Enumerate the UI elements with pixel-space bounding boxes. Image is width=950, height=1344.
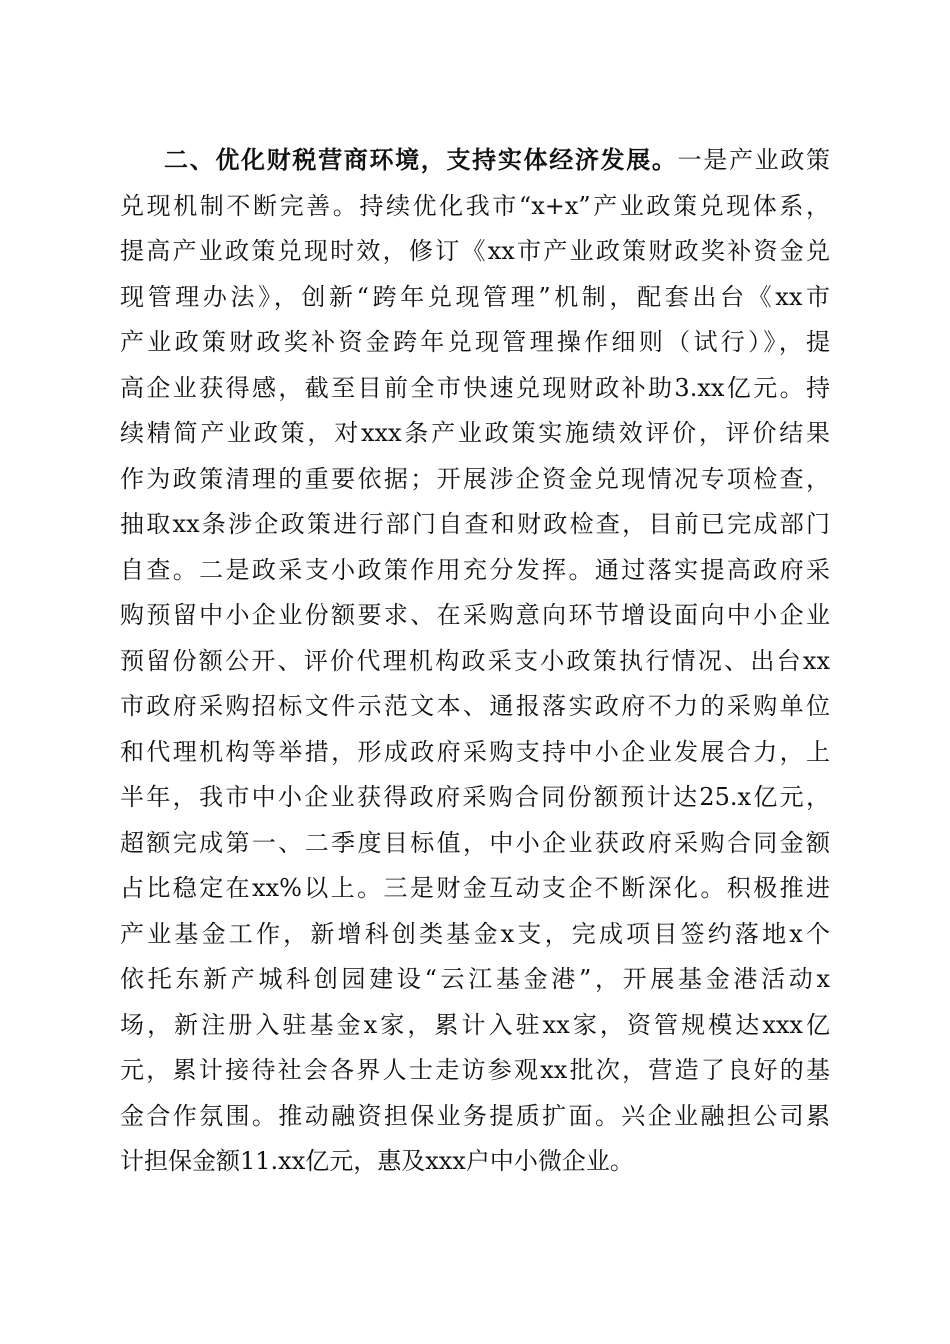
body-line: 依托东新产城科创园建设“云江基金港”，开展基金港活动x [120,965,830,993]
body-line: 市政府采购招标文件示范文本、通报落实政府不力的采购单位 [120,692,830,720]
body-line: 场，新注册入驻基金x家，累计入驻xx家，资管规模达xxx亿 [120,1010,830,1039]
paragraph-first-line [120,138,830,184]
body-line: 占比稳定在xx%以上。三是财金互动支企不断深化。积极推进 [120,874,830,902]
body-line: 兑现机制不断完善。持续优化我市“x+x”产业政策兑现体系， [120,191,830,220]
body-line: 续精简产业政策，对xxx条产业政策实施绩效评价，评价结果 [120,419,830,447]
section-heading: 二、优化财税营商环境，支持实体经济发展。 [164,146,678,174]
body-line: 高企业获得感，截至目前全市快速兑现财政补助3.xx亿元。持 [120,373,830,402]
body-line-last: 计担保金额11.xx亿元，惠及xxx户中小微企业。 [120,1147,634,1175]
body-line: 超额完成第一、二季度目标值，中小企业获政府采购合同金额 [120,828,830,857]
body-line: 自查。二是政采支小政策作用充分发挥。通过落实提高政府采 [120,555,830,584]
document-body [120,138,830,1185]
body-line: 和代理机构等举措，形成政府采购支持中小企业发展合力，上 [120,737,830,766]
body-line: 预留份额公开、评价代理机构政采支小政策执行情况、出台xx [120,646,830,675]
body-line: 金合作氛围。推动融资担保业务提质扩面。兴企业融担公司累 [120,1101,830,1130]
body-line: 元，累计接待社会各界人士走访参观xx批次，营造了良好的基 [120,1056,830,1084]
body-line: 抽取xx条涉企政策进行部门自查和财政检查，目前已完成部门 [120,510,830,538]
body-line: 半年，我市中小企业获得政府采购合同份额预计达25.x亿元， [120,783,830,811]
body-line: 产业政策财政奖补资金跨年兑现管理操作细则（试行）》，提 [120,328,830,356]
body-line: 购预留中小企业份额要求、在采购意向环节增设面向中小企业 [120,601,830,629]
body-line: 作为政策清理的重要依据；开展涉企资金兑现情况专项检查， [120,464,830,493]
body-line: 产业基金工作，新增科创类基金x支，完成项目签约落地x个 [120,919,830,948]
body-line: 提高产业政策兑现时效，修订《xx市产业政策财政奖补资金兑 [120,237,830,265]
body-text: 一是产业政策 [677,146,831,174]
body-line: 现管理办法》，创新“跨年兑现管理”机制，配套出台《xx市 [120,282,830,311]
